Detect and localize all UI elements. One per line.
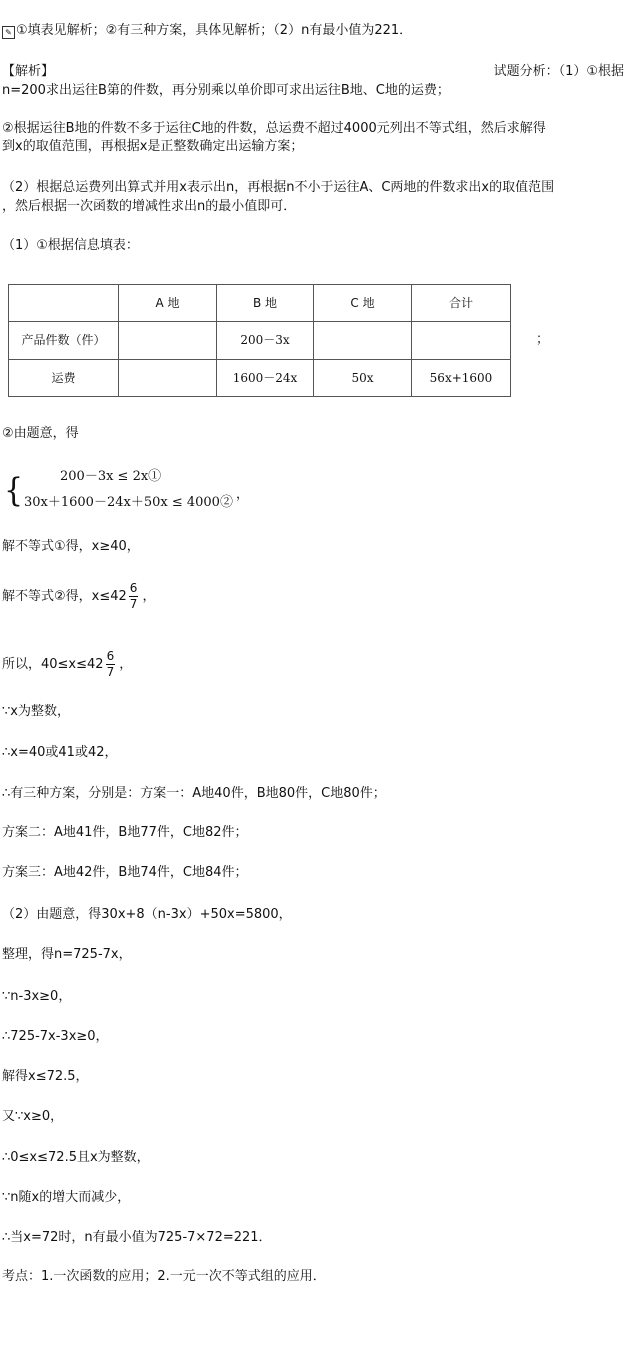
fraction-numerator: 6 [129,582,139,597]
answer-mark-icon: ✎ [2,26,15,39]
solution-line: ∴有三种方案，分别是：方案一：A地40件，B地80件，C地80件； [2,786,386,801]
solution-text: ， [142,589,156,605]
answer-text: ①填表见解析；②有三种方案，具体见解析；（2）n有最小值为221． [16,23,413,38]
analysis-intro: 试题分析：（1）①根据 [493,64,624,79]
table-cell [412,322,511,359]
brace-symbol: { [4,471,24,510]
inequality-punct: ， [236,487,250,502]
freight-table [8,284,511,397]
table-cell: 200－3x [217,322,314,359]
answer-line [2,24,412,39]
solution-line: 解不等式①得，x≥40， [2,539,140,554]
part2-line: ∵n-3x≥0， [2,989,72,1004]
knowledge-points: 考点：1.一次函数的应用；2.一元一次不等式组的应用． [2,1269,326,1284]
solution-line: ∵x为整数， [2,704,70,719]
inequality-system [4,468,250,514]
inequality-1: 200－3x ≤ 2x① [60,469,162,484]
solution-line: 方案二：A地41件，B地77件，C地82件； [2,825,248,840]
solution-line-fraction [2,582,155,611]
solution-text: 解不等式②得，x≤42 [2,589,127,605]
part2-line: 整理，得n=725-7x， [2,947,132,962]
table-row [9,359,511,396]
table-header-cell: A 地 [119,285,217,322]
part2-line: ∵n随x的增大而减少， [2,1190,131,1205]
analysis-line: ，然后根据一次函数的增减性求出n的最小值即可． [2,199,297,214]
table-cell: 1600－24x [217,359,314,396]
table-header-cell: 合计 [412,285,511,322]
inequality-2: 30x＋1600－24x＋50x ≤ 4000② [24,495,233,510]
part2-line: ∴725-7x-3x≥0， [2,1029,109,1044]
table-header-cell: B 地 [217,285,314,322]
table-cell: 运费 [9,359,119,396]
table-cell: 产品件数（件） [9,322,119,359]
table-header-cell: C 地 [314,285,412,322]
solution-text: ， [119,657,133,673]
analysis-line: 到x的取值范围，再根据x是正整数确定出运输方案； [2,139,304,154]
part2-line: ∴当x=72时，n有最小值为725-7×72=221． [2,1230,272,1245]
analysis-line: ②根据运往B地的件数不多于运往C地的件数，总运费不超过4000元列出不等式组，然后求解得 [2,121,546,136]
table-cell [314,322,412,359]
fraction-numerator: 6 [106,650,116,665]
table-cell: 56x+1600 [412,359,511,396]
table-trailing-punct: ； [536,332,550,347]
fraction [129,582,139,611]
analysis-header [2,65,624,78]
analysis-label: 【解析】 [2,64,55,79]
part2-line: 解得x≤72.5， [2,1069,89,1084]
table-header-row [9,285,511,322]
analysis-line: （2）根据总运费列出算式并用x表示出n，再根据n不小于运往A、C两地的件数求出x的取值范围 [2,180,555,195]
table-row [9,322,511,359]
fraction-denominator: 7 [129,597,138,612]
solution-line: 方案三：A地42件，B地74件，C地84件； [2,865,248,880]
table-cell [119,359,217,396]
part2-line: （2）由题意，得30x+8（n-3x）+50x=5800， [2,907,292,922]
fraction-denominator: 7 [106,665,115,680]
table-cell [119,322,217,359]
table-header-cell [9,285,119,322]
table-cell: 50x [314,359,412,396]
solution-line: ②由题意，得 [2,426,79,441]
part2-line: ∴0≤x≤72.5且x为整数， [2,1150,150,1165]
solution-line: ∴x=40或41或42， [2,745,118,760]
analysis-line: n=200求出运往B第的件数，再分别乘以单价即可求出运往B地、C地的运费； [2,83,450,98]
solution-text: 所以，40≤x≤42 [2,657,104,673]
solution-line-fraction [2,650,132,679]
fraction [106,650,116,679]
step-title: （1）①根据信息填表： [2,238,139,253]
part2-line: 又∵x≥0， [2,1109,64,1124]
